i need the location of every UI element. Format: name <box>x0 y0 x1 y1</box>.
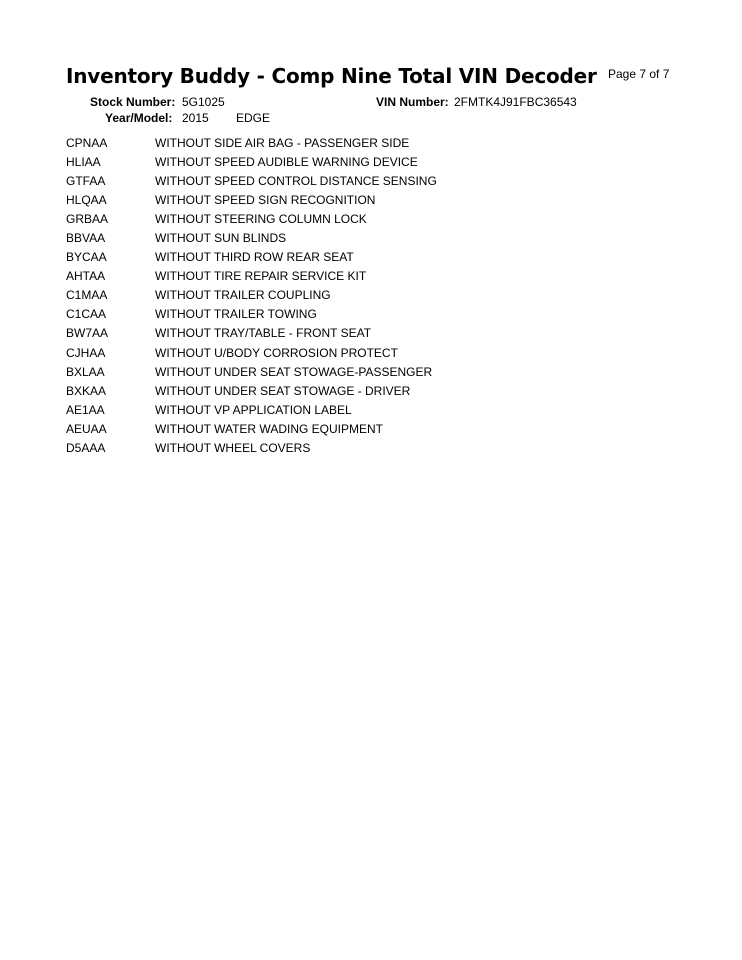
option-code: D5AAA <box>66 441 106 456</box>
report-title: Inventory Buddy - Comp Nine Total VIN Decoder <box>66 64 597 88</box>
option-code: GRBAA <box>66 211 109 226</box>
option-code: BYCAA <box>66 250 107 265</box>
option-row <box>66 343 437 362</box>
option-row <box>66 439 437 458</box>
option-code: CPNAA <box>66 135 108 150</box>
option-row <box>66 324 437 343</box>
option-code: AEUAA <box>66 421 107 436</box>
option-row <box>66 209 437 228</box>
option-description: WITHOUT UNDER SEAT STOWAGE-PASSENGER <box>155 364 433 379</box>
page-number: Page 7 of 7 <box>608 67 670 81</box>
option-description: WITHOUT TRAILER COUPLING <box>155 288 331 303</box>
option-code: BXLAA <box>66 364 105 379</box>
option-description: WITHOUT WHEEL COVERS <box>155 441 311 456</box>
option-description: WITHOUT SPEED AUDIBLE WARNING DEVICE <box>155 154 418 169</box>
option-code: AHTAA <box>66 269 106 284</box>
option-description: WITHOUT SPEED SIGN RECOGNITION <box>155 192 376 207</box>
option-row <box>66 171 437 190</box>
option-description: WITHOUT U/BODY CORROSION PROTECT <box>155 345 398 360</box>
option-row <box>66 305 437 324</box>
option-description: WITHOUT STEERING COLUMN LOCK <box>155 211 367 226</box>
option-description: WITHOUT UNDER SEAT STOWAGE - DRIVER <box>155 383 411 398</box>
option-row <box>66 381 437 400</box>
stock-number-value: 5G1025 <box>182 95 225 109</box>
option-description: WITHOUT WATER WADING EQUIPMENT <box>155 421 383 436</box>
year-value: 2015 <box>182 111 209 125</box>
option-row <box>66 400 437 419</box>
option-description: WITHOUT TRAY/TABLE - FRONT SEAT <box>155 326 372 341</box>
option-code: CJHAA <box>66 345 106 360</box>
option-description: WITHOUT SUN BLINDS <box>155 231 287 246</box>
option-row <box>66 362 437 381</box>
option-row <box>66 190 437 209</box>
option-description: WITHOUT THIRD ROW REAR SEAT <box>155 250 354 265</box>
option-description: WITHOUT SPEED CONTROL DISTANCE SENSING <box>155 173 437 188</box>
option-code: HLIAA <box>66 154 101 169</box>
year-model-label: Year/Model: <box>105 111 173 125</box>
option-code: BXKAA <box>66 383 107 398</box>
option-row <box>66 133 437 152</box>
option-description: WITHOUT TRAILER TOWING <box>155 307 317 322</box>
option-code: C1CAA <box>66 307 107 322</box>
option-code: BBVAA <box>66 231 106 246</box>
option-row <box>66 228 437 247</box>
option-row <box>66 152 437 171</box>
option-description: WITHOUT TIRE REPAIR SERVICE KIT <box>155 269 367 284</box>
option-code: HLQAA <box>66 192 107 207</box>
option-code: AE1AA <box>66 402 105 417</box>
option-row <box>66 286 437 305</box>
option-row <box>66 267 437 286</box>
model-value: EDGE <box>236 111 271 125</box>
option-row <box>66 419 437 438</box>
stock-number-label: Stock Number: <box>90 95 176 109</box>
vin-number-label: VIN Number: <box>376 95 449 109</box>
option-code: BW7AA <box>66 326 109 341</box>
vin-number-value: 2FMTK4J91FBC36543 <box>454 95 577 109</box>
option-row <box>66 248 437 267</box>
option-code-list <box>66 133 437 458</box>
option-code: GTFAA <box>66 173 106 188</box>
option-description: WITHOUT SIDE AIR BAG - PASSENGER SIDE <box>155 135 410 150</box>
option-description: WITHOUT VP APPLICATION LABEL <box>155 402 352 417</box>
option-code: C1MAA <box>66 288 108 303</box>
